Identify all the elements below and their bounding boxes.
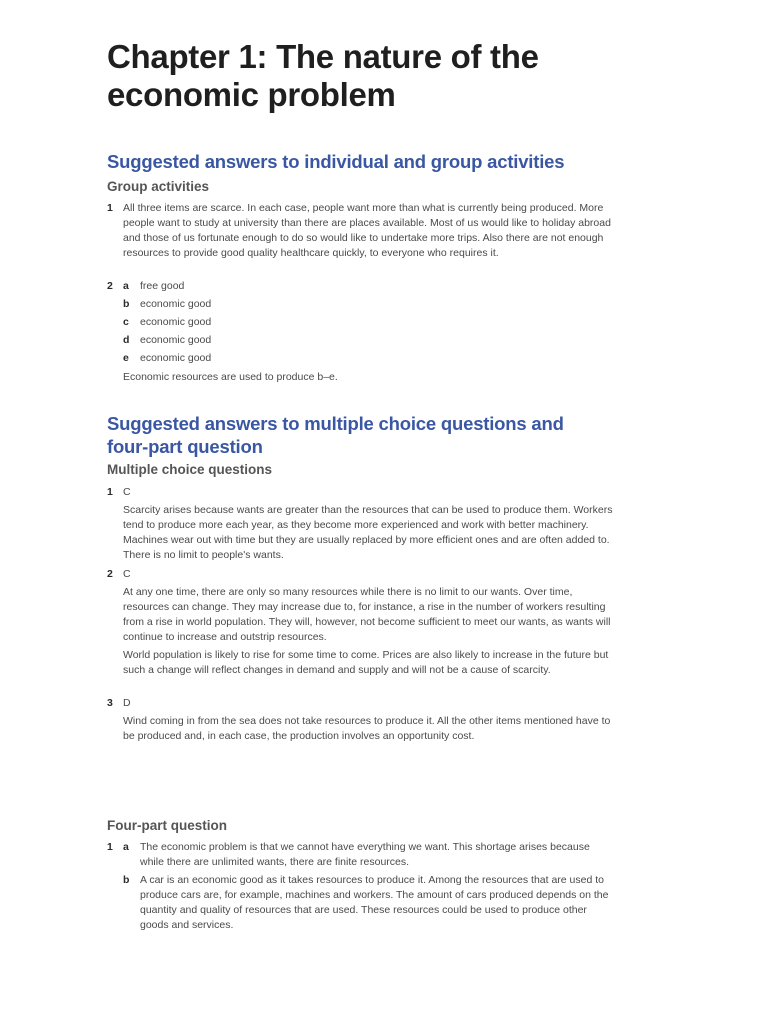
item-letter: c bbox=[123, 316, 129, 328]
answer-explanation: Wind coming in from the sea does not take resources to produce it. All the other items mentioned have to be produced and, in each case, the production involves an opportunity cost. bbox=[123, 715, 611, 742]
item-letter: e bbox=[123, 352, 129, 364]
answer-text: The economic problem is that we cannot have everything we want. This shortage arises because while there are unlimited wants, there are finite resources. bbox=[140, 841, 590, 868]
question-number: 2 bbox=[107, 280, 113, 292]
section-heading-mcq: Suggested answers to multiple choice questions and four-part question bbox=[107, 413, 564, 457]
item-text: economic good bbox=[140, 334, 212, 346]
answer-letter: D bbox=[123, 697, 131, 709]
answer-note: Economic resources are used to produce b–e. bbox=[123, 371, 338, 383]
question-number: 2 bbox=[107, 568, 113, 580]
answer-text: A car is an economic good as it takes resources to produce it. Among the resources that are used to produce cars are, for example, machines and workers. The amount of cars produced depends on the quantity and quality of resources that are used. These resources could be used to produce other goods and services. bbox=[140, 874, 609, 931]
answer-explanation: World population is likely to rise for some time to come. Prices are also likely to increase in the future but such a change will reflect changes in demand and supply and will not be a cause of scarcity. bbox=[123, 649, 609, 676]
question-number: 1 bbox=[107, 486, 113, 498]
subheading-mcq: Multiple choice questions bbox=[107, 462, 273, 477]
answer-explanation: At any one time, there are only so many resources while there is no limit to our wants. Over time, resources can change. They may increase due to, for instance, a rise in the number of workers resulting from a rise in world population. They will, however, not become sufficient to meet our wants, as wants will continue to increase and outstrip resources. bbox=[123, 586, 611, 643]
item-letter: b bbox=[123, 298, 130, 310]
question-number: 3 bbox=[107, 697, 113, 709]
subheading-group-activities: Group activities bbox=[107, 179, 210, 194]
item-letter: a bbox=[123, 841, 129, 853]
chapter-title: Chapter 1: The nature of the economic problem bbox=[107, 38, 539, 113]
answer-text: All three items are scarce. In each case, people want more than what is currently being produced. More people want to study at university than there are places available. Most of us would like to holiday abroad and those of us fortunate enough to do so would like to undertake more trips. Also there are not enough resources to provide good quality healthcare quickly, to everyone who requires it. bbox=[123, 202, 611, 259]
item-text: economic good bbox=[140, 352, 212, 364]
item-text: free good bbox=[140, 280, 185, 292]
question-number: 1 bbox=[107, 841, 113, 853]
answer-letter: C bbox=[123, 486, 131, 498]
item-letter: d bbox=[123, 334, 130, 346]
item-letter: a bbox=[123, 280, 129, 292]
section-heading-activities: Suggested answers to individual and group activities bbox=[107, 151, 565, 172]
subheading-four-part: Four-part question bbox=[107, 818, 227, 833]
item-letter: b bbox=[123, 874, 130, 886]
question-number: 1 bbox=[107, 202, 113, 214]
answer-explanation: Scarcity arises because wants are greater than the resources that can be used to produce them. Workers tend to produce more each year, as they become more experienced and work with better machinery. Machines wear out with time but they are usually replaced by more efficient ones and are often added to. There is no limit to people's wants. bbox=[123, 504, 613, 561]
item-text: economic good bbox=[140, 316, 212, 328]
answer-letter: C bbox=[123, 568, 131, 580]
item-text: economic good bbox=[140, 298, 212, 310]
